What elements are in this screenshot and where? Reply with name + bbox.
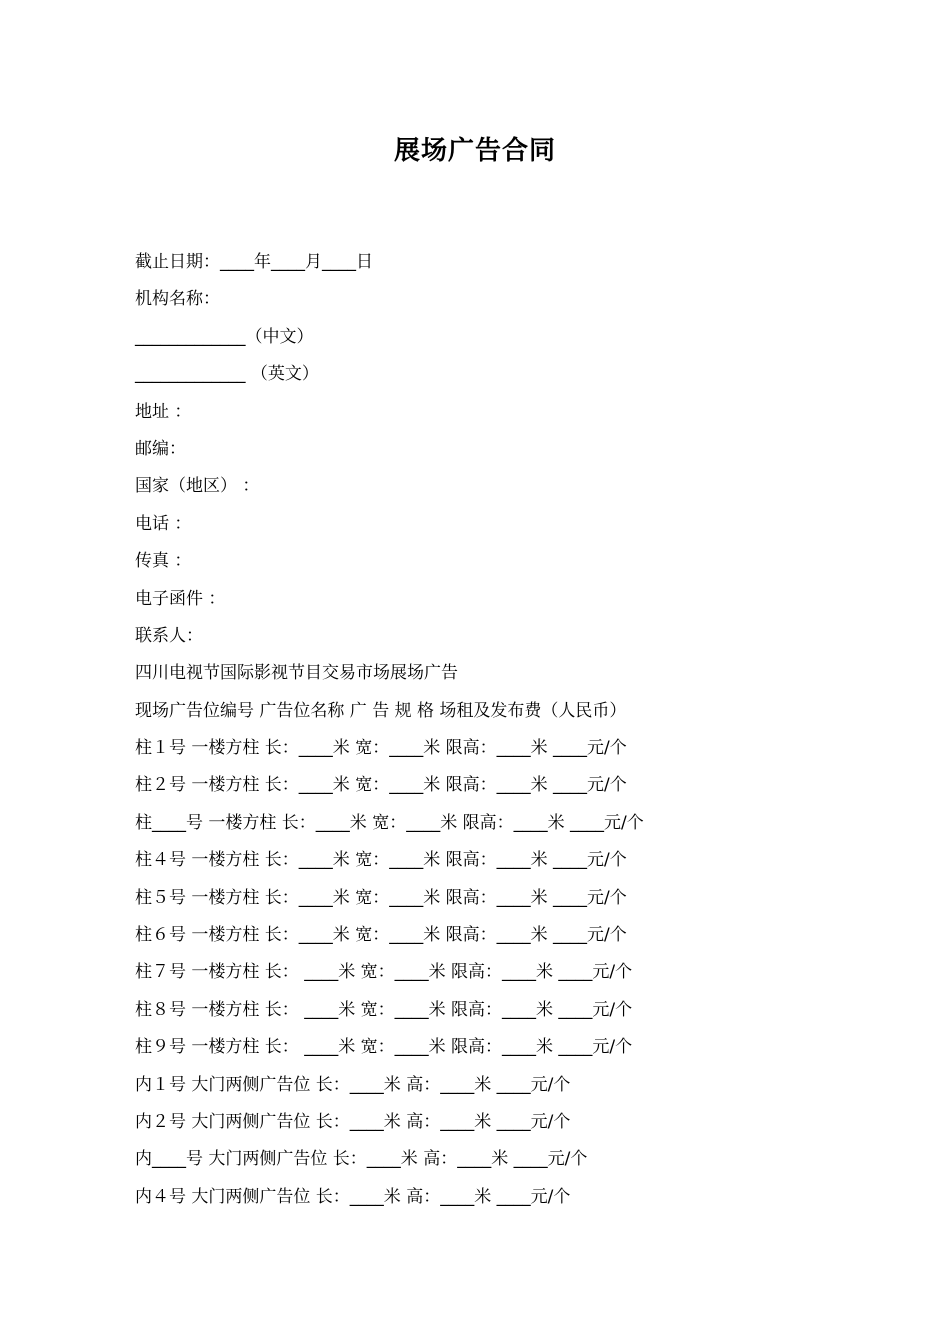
- ad-spot-row: 柱９号 一楼方柱 长： ____米 宽：____米 限高：____米 ____元/个: [135, 1037, 633, 1058]
- country-region-line: 国家（地区） ：: [135, 476, 260, 497]
- ad-spot-row: 柱７号 一楼方柱 长： ____米 宽：____米 限高：____米 ____元/个: [135, 962, 633, 983]
- document-title: 展场广告合同: [393, 136, 556, 166]
- contact-person-line: 联系人：: [135, 625, 203, 646]
- phone-line: 电话 ：: [135, 513, 192, 534]
- ad-spot-row: 柱２号 一楼方柱 长：____米 宽：____米 限高：____米 ____元/个: [135, 775, 627, 796]
- section-heading: 四川电视节国际影视节目交易市场展场广告: [135, 663, 458, 684]
- document-body: [135, 244, 895, 1216]
- ad-spot-row: 内１号 大门两侧广告位 长：____米 高：____米 ____元/个: [135, 1074, 571, 1095]
- email-line: 电子函件 ：: [135, 588, 226, 609]
- ad-table-header: 现场广告位编号 广告位名称 广 告 规 格 场租及发布费（人民币）: [135, 700, 627, 721]
- ad-spot-row: 柱８号 一楼方柱 长： ____米 宽：____米 限高：____米 ____元/个: [135, 999, 633, 1020]
- organization-name-english-line: _____________ （英文）: [135, 364, 319, 385]
- postcode-line: 邮编：: [135, 438, 186, 459]
- ad-spot-row: 柱６号 一楼方柱 长：____米 宽：____米 限高：____米 ____元/个: [135, 925, 627, 946]
- ad-spot-row: 内２号 大门两侧广告位 长：____米 高：____米 ____元/个: [135, 1111, 571, 1132]
- organization-name-chinese-line: _____________（中文）: [135, 326, 314, 347]
- ad-spot-row: 柱____号 一楼方柱 长：____米 宽：____米 限高：____米 ____元/个: [135, 812, 644, 833]
- ad-spot-row: 内____号 大门两侧广告位 长：____米 高：____米 ____元/个: [135, 1149, 588, 1170]
- fax-line: 传真 ：: [135, 551, 192, 572]
- organization-name-label: 机构名称：: [135, 289, 220, 310]
- address-line: 地址 ：: [135, 401, 192, 422]
- ad-spot-row: 内４号 大门两侧广告位 长：____米 高：____米 ____元/个: [135, 1186, 571, 1207]
- deadline-date-line: 截止日期：____年____月____日: [135, 252, 373, 272]
- ad-spot-row: 柱５号 一楼方柱 长：____米 宽：____米 限高：____米 ____元/个: [135, 887, 627, 908]
- ad-spot-row: 柱１号 一楼方柱 长：____米 宽：____米 限高：____米 ____元/个: [135, 738, 627, 759]
- ad-spot-row: 柱４号 一楼方柱 长：____米 宽：____米 限高：____米 ____元/个: [135, 850, 627, 871]
